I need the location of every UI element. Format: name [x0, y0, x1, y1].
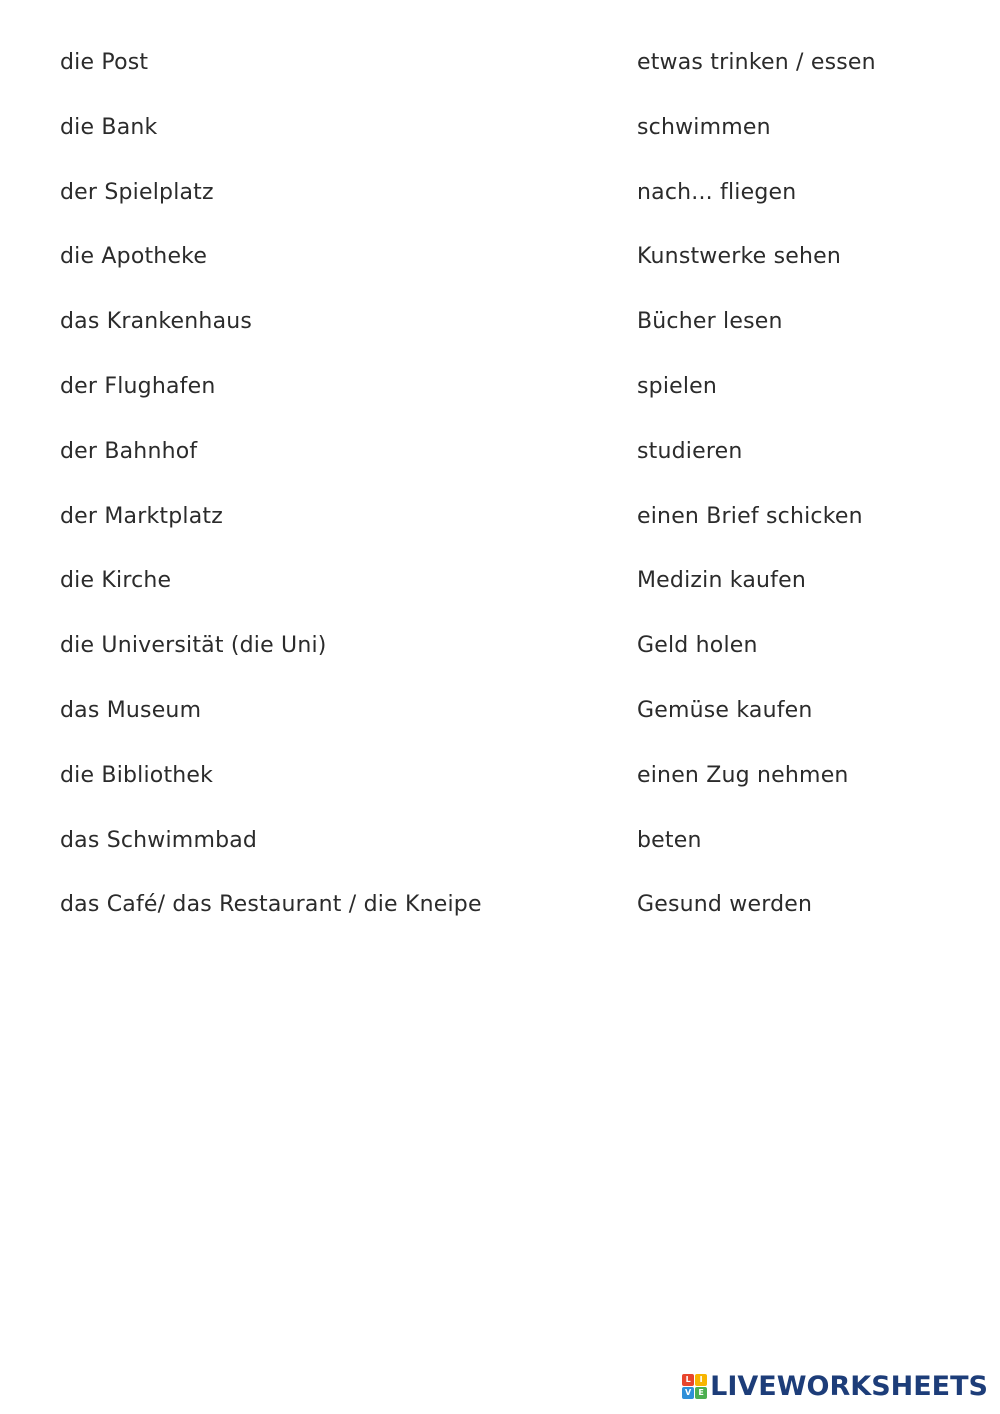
activity-item: Medizin kaufen	[637, 568, 806, 594]
logo-tile: V	[682, 1387, 694, 1399]
activities-column	[637, 45, 977, 952]
place-item: der Spielplatz	[60, 179, 214, 205]
place-item: die Bank	[60, 114, 158, 140]
place-item: die Post	[60, 50, 149, 75]
place-item: die Kirche	[60, 568, 172, 594]
activity-item: studieren	[637, 438, 743, 464]
logo-tile: I	[695, 1374, 707, 1386]
activity-item: Geld holen	[637, 633, 758, 659]
activity-item: Kunstwerke sehen	[637, 244, 841, 270]
activity-item: Gemüse kaufen	[637, 697, 813, 723]
activity-item: Gesund werden	[637, 892, 813, 918]
place-item: das Museum	[60, 697, 202, 723]
liveworksheets-brand[interactable]	[682, 1366, 988, 1406]
place-item: die Apotheke	[60, 244, 208, 270]
activity-item: nach... fliegen	[637, 179, 797, 205]
place-item: das Café/ das Restaurant / die Kneipe	[60, 892, 482, 918]
place-item: der Marktplatz	[60, 503, 223, 529]
place-item: der Flughafen	[60, 373, 216, 399]
activity-item: beten	[637, 827, 702, 853]
place-item: die Universität (die Uni)	[60, 633, 327, 659]
brand-name: LIVEWORKSHEETS	[710, 1370, 988, 1402]
logo-tile: L	[682, 1374, 694, 1386]
logo-tile: E	[695, 1387, 707, 1399]
activity-item: einen Brief schicken	[637, 503, 863, 529]
activity-item: schwimmen	[637, 114, 771, 140]
activity-item: einen Zug nehmen	[637, 762, 849, 788]
liveworksheets-logo-icon	[682, 1374, 706, 1398]
place-item: die Bibliothek	[60, 762, 214, 788]
place-item: das Schwimmbad	[60, 827, 258, 853]
places-column	[60, 45, 600, 952]
place-item: der Bahnhof	[60, 438, 198, 464]
activity-item: Bücher lesen	[637, 309, 783, 335]
activity-item: spielen	[637, 373, 718, 399]
place-item: das Krankenhaus	[60, 309, 253, 335]
activity-item: etwas trinken / essen	[637, 50, 876, 75]
